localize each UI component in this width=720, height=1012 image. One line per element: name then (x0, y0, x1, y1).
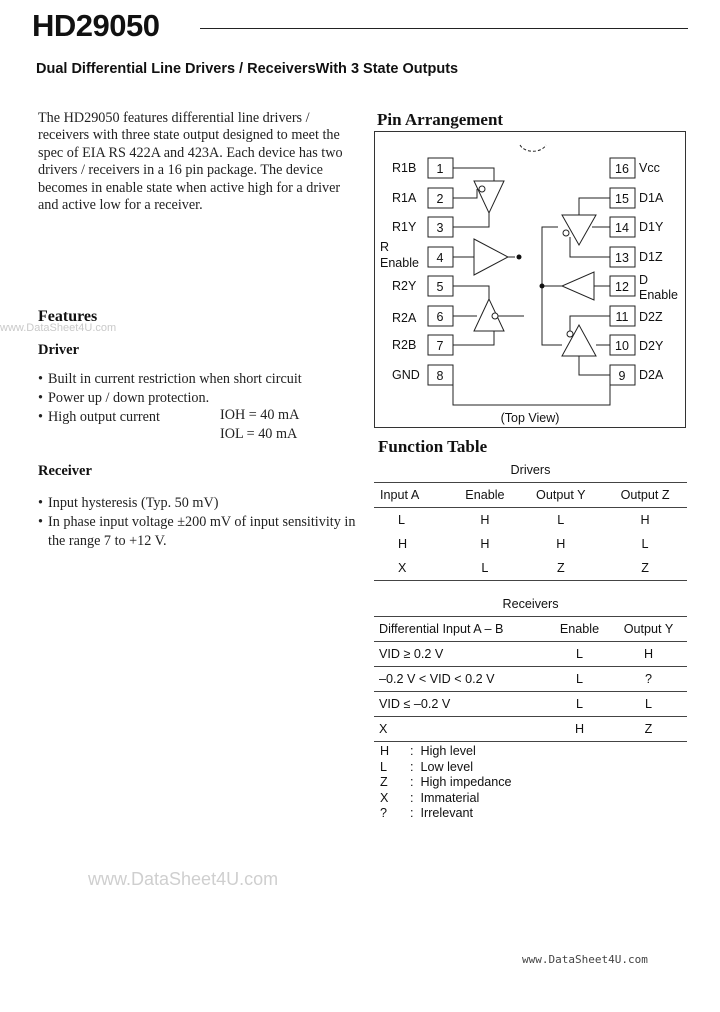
table-cell: L (549, 667, 610, 692)
table-row (374, 692, 687, 717)
legend-desc: Irrelevant (420, 806, 473, 821)
pin-number: 16 (615, 162, 629, 176)
intro-paragraph: The HD29050 features differential line drivers / receivers with three state output designed to meet the spec of EIA RS 422A and 423A. Each device has two drivers / receivers in a 16 pin package. The device becomes in enable state when active high for a driver and active low for a receiver. (38, 110, 343, 214)
table-row (374, 508, 687, 533)
driver-2-triangle (562, 325, 596, 356)
table-header-row (374, 483, 687, 508)
r-enable-line: R (380, 240, 390, 254)
features-heading: Features (38, 308, 98, 325)
d-enable-line: D (639, 273, 649, 287)
driver-heading: Driver (38, 342, 80, 358)
legend-desc: High impedance (420, 775, 512, 790)
table-cell: L (549, 642, 610, 667)
pin-number: 9 (618, 369, 626, 383)
r2b-wire (453, 331, 494, 345)
pin-number: 1 (436, 162, 444, 176)
table-cell: L (641, 537, 649, 551)
pin-number: 8 (436, 369, 444, 383)
table-cell: L (398, 513, 406, 527)
pin-name-d-enable (639, 273, 678, 302)
pin-number: 3 (436, 221, 444, 235)
legend-key: ? (380, 806, 388, 821)
pin-arrangement-heading: Pin Arrangement (377, 110, 504, 129)
inversion-bubbles (479, 186, 573, 337)
receiver-feature-list (38, 494, 358, 550)
internal-wiring (453, 168, 610, 405)
column-header: Output Y (610, 617, 687, 642)
legend-key: H (380, 744, 390, 758)
drivers-caption: Drivers (374, 458, 687, 483)
d2a-wire (579, 356, 610, 375)
legend-desc: Immaterial (420, 790, 480, 805)
legend-item (380, 791, 512, 807)
list-item: • In phase input voltage ±200 mV of input sensitivity in the range 7 to +12 V. (38, 513, 358, 551)
receiver-heading: Receiver (38, 463, 92, 479)
column-header: Input A (374, 483, 451, 508)
r1a-wire (453, 189, 477, 198)
table-row (374, 642, 687, 667)
driver-feature-list (38, 370, 358, 426)
legend-item (380, 760, 512, 776)
junction-dot (540, 284, 545, 289)
table-row (374, 532, 687, 556)
table-header-row (374, 617, 687, 642)
output-current-values (220, 406, 299, 444)
table-cell: L (557, 513, 565, 527)
drivers-table (374, 458, 687, 581)
pin-number: 10 (615, 339, 629, 353)
list-item: • Power up / down protection. (38, 389, 358, 408)
legend-sep: : (410, 759, 421, 774)
pin-name: D1Y (639, 220, 664, 234)
d-enable-buffer-triangle (562, 272, 594, 300)
title-rule (200, 28, 688, 29)
legend-sep: : (410, 744, 421, 758)
column-header: Differential Input A – B (374, 617, 549, 642)
legend-item (380, 744, 512, 760)
pin-name-r-enable (380, 240, 419, 270)
list-item: • Built in current restriction when short circuit (38, 370, 358, 389)
pin-name: D2Y (639, 339, 664, 353)
table-cell: Z (603, 556, 687, 581)
column-header: Output Z (603, 483, 687, 508)
inversion-bubble (563, 230, 569, 236)
pin-number: 2 (436, 192, 444, 206)
pin-name: D2A (639, 368, 664, 382)
pin-diagram (374, 131, 686, 428)
legend-sep: : (410, 806, 421, 821)
column-header: Enable (549, 617, 610, 642)
legend-item (380, 775, 512, 791)
table-row (374, 556, 687, 581)
table-row (374, 667, 687, 692)
table-cell: VID ≤ –0.2 V (374, 692, 549, 717)
table-cell: L (610, 692, 687, 717)
pin-number: 11 (615, 310, 629, 324)
table-cell: VID ≥ 0.2 V (374, 642, 549, 667)
table-cell: ? (610, 667, 687, 692)
table-cell: H (480, 513, 490, 527)
table-cell: L (549, 692, 610, 717)
table-cell: X (374, 556, 451, 581)
pin-name: D2Z (639, 310, 663, 324)
receivers-caption: Receivers (374, 592, 687, 617)
list-item: • High output current (38, 408, 358, 427)
pin-number: 5 (436, 280, 444, 294)
table-cell: H (480, 537, 490, 551)
receivers-table (374, 592, 687, 742)
table-cell: H (640, 513, 650, 527)
pin-name: R2Y (392, 279, 417, 293)
pin-number: 12 (615, 280, 629, 294)
legend-key: L (380, 759, 388, 774)
legend-desc: Low level (420, 759, 474, 774)
table-cell: H (556, 537, 566, 551)
junction-dots (517, 255, 545, 289)
receiver-2-triangle (474, 299, 504, 331)
table-caption-row (374, 458, 687, 483)
page-subtitle: Dual Differential Line Drivers / ReceiversWith 3 State Outputs (36, 61, 459, 77)
column-header: Output Y (518, 483, 603, 508)
d-enable-line: Enable (639, 288, 678, 302)
d2z-wire (570, 316, 610, 331)
pin-name: Vcc (639, 161, 660, 175)
pin-number: 14 (615, 221, 629, 235)
junction-dot (517, 255, 522, 260)
inversion-bubble (567, 331, 573, 337)
list-item: • Input hysteresis (Typ. 50 mV) (38, 494, 358, 513)
column-header: Enable (451, 483, 518, 508)
pin-name: D1Z (639, 250, 663, 264)
watermark-small: www.DataSheet4U.com (0, 322, 117, 334)
pin-name: R1A (392, 191, 417, 205)
ioh-value: IOH = 40 mA (220, 407, 300, 423)
pin-name: R2A (392, 311, 417, 325)
top-view-label: (Top View) (500, 411, 560, 425)
d1a-wire (579, 198, 610, 215)
r1b-wire (453, 168, 494, 181)
table-cell: Z (518, 556, 603, 581)
receiver-1-triangle (474, 181, 504, 213)
d-enable-bus-lower (542, 286, 562, 345)
r2y-wire (453, 286, 489, 299)
r-enable-line: Enable (380, 256, 419, 270)
r1y-wire (453, 213, 489, 227)
pin-name: R2B (392, 338, 417, 352)
function-table-heading: Function Table (378, 437, 488, 456)
pin-number: 7 (436, 339, 444, 353)
table-cell: H (610, 642, 687, 667)
table-cell: Z (610, 717, 687, 742)
d-enable-bus-upper (542, 227, 562, 286)
legend-desc: High level (420, 744, 476, 758)
legend-sep: : (410, 775, 421, 790)
table-cell: –0.2 V < VID < 0.2 V (374, 667, 549, 692)
pin-name: GND (392, 368, 420, 382)
table-cell: H (549, 717, 610, 742)
pin-name: R1Y (392, 220, 417, 234)
footer-url: www.DataSheet4U.com (522, 953, 648, 966)
pin-number: 4 (436, 251, 444, 265)
table-cell: H (398, 537, 408, 551)
inversion-bubble (492, 313, 498, 319)
iol-value: IOL = 40 mA (220, 425, 298, 442)
pin-numbers (437, 162, 629, 383)
pin-number: 13 (615, 251, 629, 265)
pin-number: 15 (615, 192, 629, 206)
table-row (374, 717, 687, 742)
pin-name: D1A (639, 191, 664, 205)
table-caption-row (374, 592, 687, 617)
chip-notch (520, 145, 546, 151)
legend-item (380, 806, 512, 822)
pin-number: 6 (436, 310, 444, 324)
watermark: www.DataSheet4U.com (88, 869, 279, 889)
table-cell: L (451, 556, 518, 581)
page-title: HD29050 (32, 8, 160, 43)
table-cell: X (374, 717, 549, 742)
legend-key: X (380, 790, 389, 805)
legend (380, 744, 512, 822)
ground-wire (453, 375, 610, 405)
enable-buffer-triangle (474, 239, 508, 275)
inversion-bubble (479, 186, 485, 192)
pin-name: R1B (392, 161, 417, 175)
legend-key: Z (380, 775, 388, 790)
legend-sep: : (410, 790, 421, 805)
